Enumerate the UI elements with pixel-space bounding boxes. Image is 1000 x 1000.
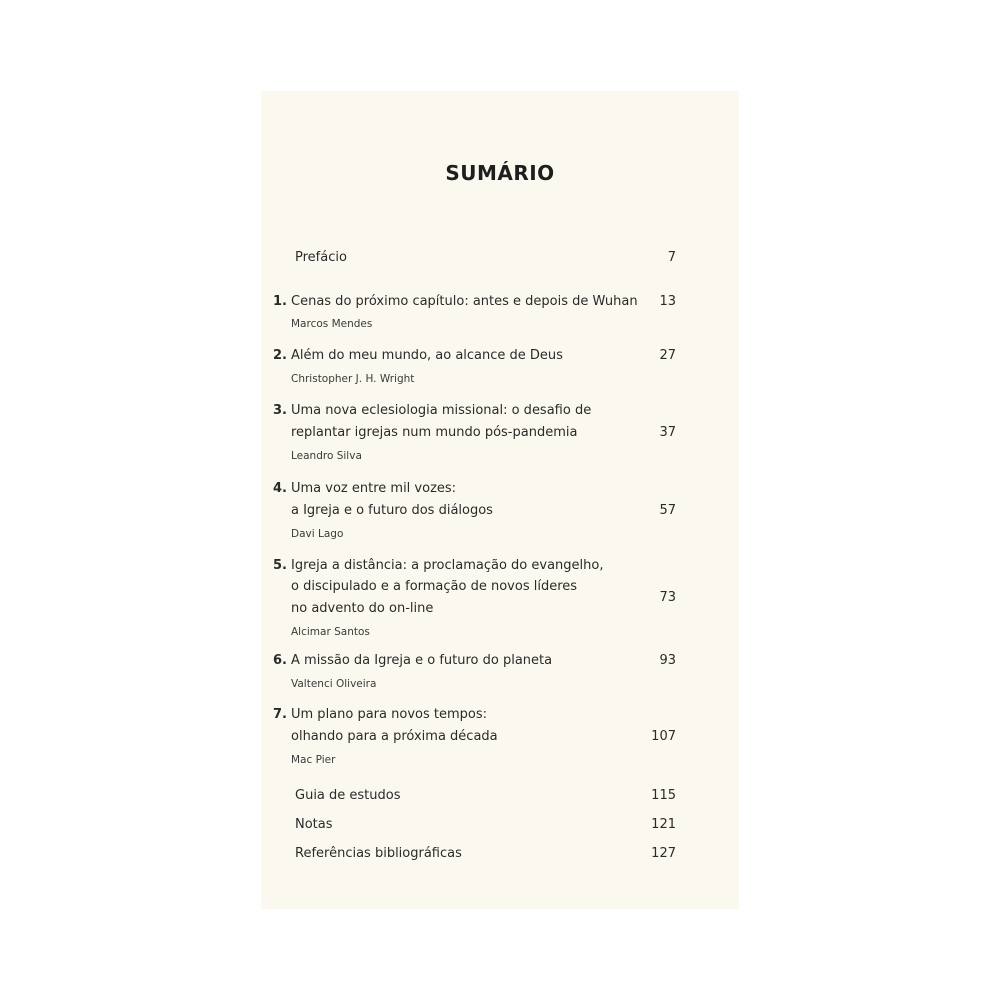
chapter-number: 7. (273, 707, 287, 722)
toc-page-number: 115 (651, 788, 676, 803)
chapter-title-text: Uma nova eclesiologia missional: o desafio de (291, 403, 592, 418)
chapter-number: 3. (273, 403, 287, 418)
toc-entry-title-line (273, 348, 563, 364)
toc-entry-title-line (273, 653, 553, 669)
chapter-author: Davi Lago (291, 528, 344, 540)
toc-page-number: 13 (659, 294, 676, 309)
toc-entry-title: Prefácio (295, 250, 347, 265)
toc-page-number: 93 (659, 653, 676, 668)
chapter-author: Christopher J. H. Wright (291, 373, 415, 385)
toc-page-number: 57 (659, 503, 676, 518)
toc-page-number: 27 (659, 348, 676, 363)
chapter-author: Valtenci Oliveira (291, 678, 377, 690)
toc-entry-title-line (273, 403, 592, 419)
chapter-author: Alcimar Santos (291, 626, 370, 638)
chapter-title-text: Um plano para novos tempos: (291, 707, 487, 722)
chapter-author: Marcos Mendes (291, 318, 373, 330)
chapter-number: 5. (273, 558, 287, 573)
chapter-title-text: Além do meu mundo, ao alcance de Deus (291, 348, 563, 363)
toc-entry-title-line (273, 558, 604, 574)
chapter-title-text: A missão da Igreja e o futuro do planeta (291, 653, 553, 668)
toc-entry-title: Referências bibliográficas (295, 846, 462, 861)
page-title: SUMÁRIO (445, 161, 555, 185)
chapter-number: 2. (273, 348, 287, 363)
chapter-number: 4. (273, 481, 287, 496)
toc-entry-title: Guia de estudos (295, 788, 401, 803)
toc-page-number: 7 (667, 250, 676, 265)
chapter-number: 6. (273, 653, 287, 668)
chapter-title-text: Igreja a distância: a proclamação do evangelho, (291, 558, 604, 573)
toc-entry-title-line: o discipulado e a formação de novos líderes (291, 579, 578, 594)
toc-page-number: 121 (651, 817, 676, 832)
chapter-title-text: Cenas do próximo capítulo: antes e depois de Wuhan (291, 294, 638, 309)
book-page (261, 91, 739, 909)
toc-entry-title-line: replantar igrejas num mundo pós-pandemia (291, 425, 578, 440)
toc-page-number: 127 (651, 846, 676, 861)
chapter-number: 1. (273, 294, 287, 309)
toc-entry-title-line (273, 294, 638, 310)
toc-entry-title: Notas (295, 817, 333, 832)
toc-entry-title-line (273, 707, 487, 723)
toc-entry-title-line: no advento do on-line (291, 601, 434, 616)
toc-page-number: 73 (659, 590, 676, 605)
toc-page-number: 37 (659, 425, 676, 440)
chapter-title-text: Uma voz entre mil vozes: (291, 481, 457, 496)
toc-entry-title-line (273, 481, 457, 497)
chapter-author: Leandro Silva (291, 450, 362, 462)
toc-entry-title-line: olhando para a próxima década (291, 729, 498, 744)
toc-page-number: 107 (651, 729, 676, 744)
toc-entry-title-line: a Igreja e o futuro dos diálogos (291, 503, 493, 518)
chapter-author: Mac Pier (291, 754, 336, 766)
